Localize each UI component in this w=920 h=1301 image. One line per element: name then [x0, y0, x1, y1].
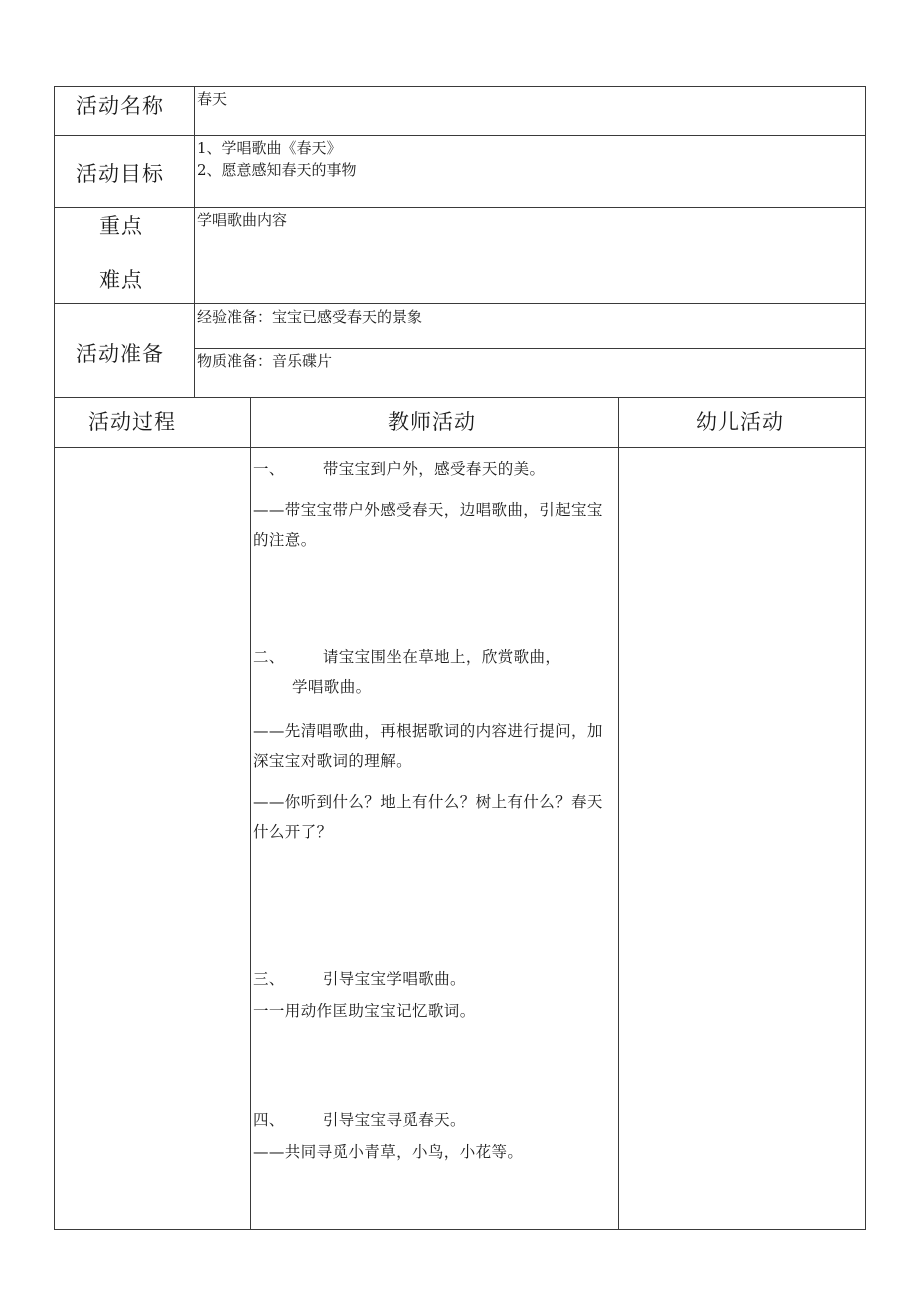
step-3-number: 三、 — [253, 970, 285, 988]
step-4-detail-1: ——共同寻觅小青草，小鸟，小花等。 — [253, 1143, 524, 1161]
activity-goal-item-1: 1、学唱歌曲《春天》 — [197, 139, 342, 157]
key-point-label: 重点 — [99, 214, 143, 238]
step-2-title: 请宝宝围坐在草地上，欣赏歌曲， — [322, 648, 562, 666]
experience-preparation: 经验准备：宝宝已感受春天的景象 — [197, 308, 423, 326]
activity-goal-item-2: 2、愿意感知春天的事物 — [197, 161, 357, 179]
children-column-header: 幼儿活动 — [696, 410, 784, 434]
row-divider-prep-inner — [194, 348, 866, 349]
preparation-label: 活动准备 — [76, 342, 164, 366]
table-border-right — [865, 86, 866, 1230]
process-column-header: 活动过程 — [88, 410, 176, 434]
table-border-bottom — [54, 1229, 866, 1230]
material-preparation: 物质准备：音乐碟片 — [197, 352, 333, 370]
step-2-detail-2: ——你听到什么？地上有什么？树上有什么？春天什么开了？ — [253, 793, 603, 841]
step-1-title: 带宝宝到户外，感受春天的美。 — [322, 460, 546, 478]
process-column-divider-2 — [618, 397, 619, 1230]
difficulty-label: 难点 — [99, 268, 143, 292]
step-4-title: 引导宝宝寻觅春天。 — [322, 1111, 466, 1129]
step-2-title-continued: 学唱歌曲。 — [292, 678, 372, 696]
step-1-number: 一、 — [253, 460, 285, 478]
row-divider-keypoints — [54, 303, 866, 304]
activity-goals-label: 活动目标 — [76, 162, 164, 186]
row-divider-process-header — [54, 447, 866, 448]
step-2-heading — [253, 642, 611, 672]
row-divider-prep — [54, 397, 866, 398]
label-column-divider — [194, 86, 195, 398]
step-3-detail-1: 一一用动作匡助宝宝记忆歌词。 — [253, 1002, 476, 1020]
step-2-detail-1: ——先清唱歌曲，再根据歌词的内容进行提问，加深宝宝对歌词的理解。 — [253, 722, 603, 770]
key-points-value: 学唱歌曲内容 — [197, 211, 288, 229]
table-border-left — [54, 86, 55, 1230]
activity-name-label: 活动名称 — [76, 94, 164, 118]
step-4-heading — [253, 1105, 611, 1135]
teacher-column-header: 教师活动 — [388, 410, 476, 434]
step-2-number: 二、 — [253, 648, 285, 666]
activity-name-value: 春天 — [197, 90, 228, 108]
row-divider-goals — [54, 207, 866, 208]
step-3-heading — [253, 964, 611, 994]
step-3-title: 引导宝宝学唱歌曲。 — [322, 970, 466, 988]
step-1-heading — [253, 454, 611, 484]
process-column-divider-1 — [250, 397, 251, 1230]
row-divider-name — [54, 135, 866, 136]
table-border-top — [54, 86, 866, 87]
step-4-number: 四、 — [253, 1111, 285, 1129]
step-1-detail-1: ——带宝宝带户外感受春天，边唱歌曲，引起宝宝的注意。 — [253, 501, 603, 549]
